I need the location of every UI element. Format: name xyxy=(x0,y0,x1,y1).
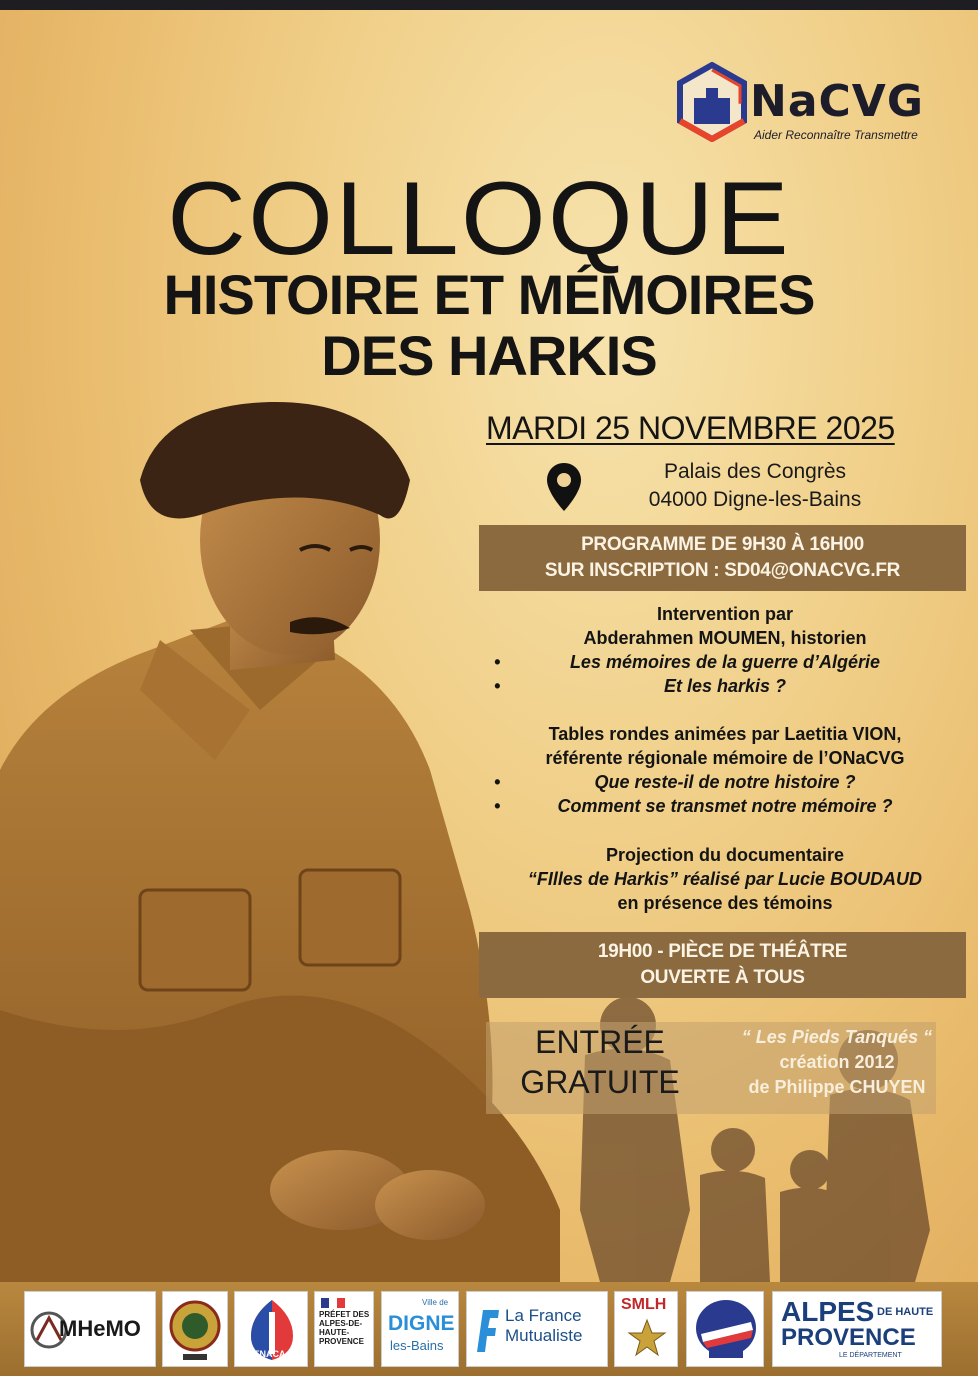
smlh-text: SMLH xyxy=(621,1296,667,1313)
projection-line-3: en présence des témoins xyxy=(617,893,833,913)
list-item: • Et les harkis ? xyxy=(494,676,787,696)
mhemo-logo xyxy=(24,1291,156,1367)
poster xyxy=(0,10,978,1376)
title-colloque xyxy=(0,160,978,279)
venue xyxy=(600,458,910,514)
theatre-band xyxy=(479,932,966,998)
logo-tagline: Aider Reconnaître Transmettre xyxy=(754,128,918,142)
venue-line-1: Palais des Congrès xyxy=(663,460,847,483)
digne-logo xyxy=(381,1291,459,1367)
intervention-line-2: Abderahmen MOUMEN, historien xyxy=(583,628,867,648)
play-info xyxy=(712,1025,962,1100)
program-line-1: PROGRAMME DE 9H30 À 16H00 xyxy=(581,534,864,555)
event-date: MARDI 25 NOVEMBRE 2025 xyxy=(486,410,895,446)
list-item: • Comment se transmet notre mémoire ? xyxy=(494,796,893,816)
theatre-line-1: 19H00 - PIÈCE DE THÉÂTRE xyxy=(597,941,848,962)
federation-medal-icon xyxy=(163,1292,227,1366)
mutualiste-line-1: La France xyxy=(505,1306,582,1325)
fnaca-logo xyxy=(234,1291,308,1367)
list-item-text: Que reste-il de notre histoire ? xyxy=(594,772,856,792)
tricolor-shield-icon xyxy=(687,1292,764,1366)
onacvg-logo xyxy=(676,62,946,152)
federation-logo xyxy=(162,1291,228,1367)
play-title: “ Les Pieds Tanqués “ xyxy=(741,1027,933,1047)
naoi-logo xyxy=(686,1291,764,1367)
projection-line-1: Projection du documentaire xyxy=(605,845,845,865)
play-author: de Philippe CHUYEN xyxy=(748,1077,926,1097)
list-item-text: Comment se transmet notre mémoire ? xyxy=(557,796,893,816)
title-main: COLLOQUE xyxy=(167,161,791,277)
top-bar xyxy=(0,0,978,10)
list-item-text: Les mémoires de la guerre d’Algérie xyxy=(569,652,881,672)
intervention-section xyxy=(480,602,970,698)
program-line-2: SUR INSCRIPTION : SD04@ONACVG.FR xyxy=(544,560,901,581)
mutualiste-logo xyxy=(466,1291,608,1367)
mutualiste-line-2: Mutualiste xyxy=(505,1326,583,1345)
map-pin-icon xyxy=(546,462,582,512)
entree-line-2: GRATUITE xyxy=(520,1064,680,1100)
alpes-de-haute: DE HAUTE xyxy=(877,1306,934,1318)
digne-bains: les-Bains xyxy=(390,1338,444,1353)
list-item: • Que reste-il de notre histoire ? xyxy=(494,772,856,792)
title-line-2: DES HARKIS xyxy=(321,324,657,387)
fnaca-text: FNACA xyxy=(254,1349,286,1359)
list-item: • Les mémoires de la guerre d’Algérie xyxy=(494,652,881,672)
digne-ville: Ville de xyxy=(422,1298,449,1307)
entree-line-1: ENTRÉE xyxy=(535,1024,665,1060)
legion-star-icon xyxy=(627,1318,667,1358)
tables-line-1: Tables rondes animées par Laetitia VION, xyxy=(548,724,902,744)
theatre-line-2: OUVERTE À TOUS xyxy=(640,967,805,988)
tables-section xyxy=(480,722,970,818)
alpes-logo xyxy=(772,1291,942,1367)
alpes-departement: LE DÉPARTEMENT xyxy=(839,1352,902,1359)
play-creation: création 2012 xyxy=(779,1052,895,1072)
marianne-flag-icon xyxy=(321,1298,345,1308)
projection-line-2: “FIlles de Harkis” réalisé par Lucie BOUDAUD xyxy=(527,869,923,889)
smlh-logo xyxy=(614,1291,678,1367)
alpes-line-1: ALPES xyxy=(781,1296,875,1327)
title-line-1: HISTOIRE ET MÉMOIRES xyxy=(163,263,815,326)
list-item-text: Et les harkis ? xyxy=(663,676,787,696)
tables-line-2: référente régionale mémoire de l’ONaCVG xyxy=(545,748,905,768)
mhemo-text: MHeMO xyxy=(59,1316,141,1341)
alpes-line-2: PROVENCE xyxy=(781,1324,916,1351)
intervention-line-1: Intervention par xyxy=(656,604,794,624)
hexagon-logo-icon xyxy=(676,62,748,142)
logo-name: NaCVG xyxy=(750,76,924,127)
venue-line-2: 04000 Digne-les-Bains xyxy=(648,488,862,511)
program-band xyxy=(479,525,966,591)
prefet-text: PRÉFET DES ALPES-DE-HAUTE-PROVENCE xyxy=(319,1310,370,1346)
projection-section xyxy=(480,843,970,915)
prefet-logo xyxy=(314,1291,374,1367)
mutualiste-f-icon xyxy=(471,1304,501,1354)
entree-gratuite xyxy=(500,1022,700,1102)
digne-name: DIGNE xyxy=(388,1312,455,1335)
